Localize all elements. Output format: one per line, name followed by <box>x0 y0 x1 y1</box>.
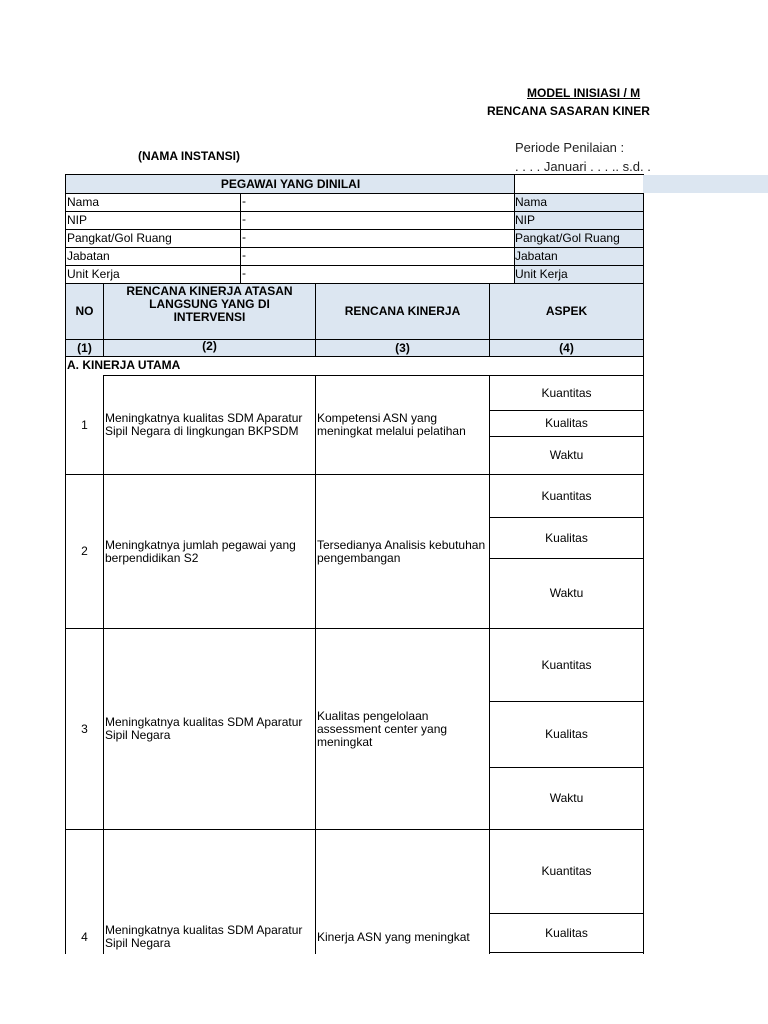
item-3-rencana: Kualitas pengelolaan assessment center yang meningkat <box>317 708 448 749</box>
pegawai-value-nama: - <box>242 193 246 208</box>
col-num-4: (4) <box>490 340 643 356</box>
item-3-aspek-kuantitas: Kuantitas <box>541 657 592 672</box>
pegawai-value-nip: - <box>242 211 246 226</box>
item-1-atasan: Meningkatnya kualitas SDM Aparatur Sipil Negara di lingkungan BKPSDM <box>105 411 303 438</box>
item-4-no: 4 <box>81 930 88 944</box>
pegawai-label-nama: Nama <box>67 194 100 209</box>
pegawai-label-pangkat: Pangkat/Gol Ruang <box>67 230 172 245</box>
item-4-aspek-kualitas: Kualitas <box>545 925 588 940</box>
col-no: NO <box>66 284 103 339</box>
item-1-rencana: Kompetensi ASN yang meningkat melalui pelatihan <box>317 411 466 438</box>
periode-label: Periode Penilaian : <box>515 140 625 155</box>
penilai-label-jabatan: Jabatan <box>515 248 643 265</box>
instansi-label: (NAMA INSTANSI) <box>138 149 240 163</box>
pegawai-value-jabatan: - <box>242 247 246 262</box>
item-4-aspek-kuantitas: Kuantitas <box>541 864 592 878</box>
col-num-2: (2) <box>104 340 315 356</box>
pegawai-label-nip: NIP <box>67 212 88 227</box>
item-2-aspek-kuantitas: Kuantitas <box>541 488 592 503</box>
title-line-2: RENCANA SASARAN KINER <box>487 104 650 118</box>
pegawai-label-unit: Unit Kerja <box>67 266 120 281</box>
item-2-no: 2 <box>81 544 88 558</box>
col-rencana: RENCANA KINERJA <box>316 284 489 339</box>
periode-value: . . . . Januari . . . .. s.d. . <box>515 159 651 174</box>
penilai-label-unit: Unit Kerja <box>515 266 643 283</box>
section-a-label: A. KINERJA UTAMA <box>67 358 181 372</box>
penilai-label-pangkat: Pangkat/Gol Ruang <box>515 230 643 247</box>
item-2-aspek-waktu: Waktu <box>549 585 584 600</box>
item-1-aspek-kualitas: Kualitas <box>545 416 588 430</box>
item-3-atasan: Meningkatnya kualitas SDM Aparatur Sipil Negara <box>105 715 303 742</box>
col-atasan: RENCANA KINERJA ATASAN LANGSUNG YANG DI INTERVENSI <box>104 284 315 339</box>
item-1-no: 1 <box>81 417 88 432</box>
item-2-atasan: Meningkatnya jumlah pegawai yang berpendidikan S2 <box>105 537 296 565</box>
col-num-1: (1) <box>66 340 103 356</box>
item-1-aspek-kuantitas: Kuantitas <box>541 385 592 400</box>
pegawai-header: PEGAWAI YANG DINILAI <box>66 175 515 193</box>
pegawai-value-pangkat: - <box>242 229 246 244</box>
item-3-aspek-waktu: Waktu <box>549 790 584 805</box>
item-1-aspek-waktu: Waktu <box>549 447 584 462</box>
pegawai-value-unit: - <box>242 265 246 280</box>
penilai-label-nama: Nama <box>515 194 643 211</box>
header-extension <box>643 175 768 193</box>
col-aspek: ASPEK <box>490 284 643 339</box>
col-num-3: (3) <box>316 340 489 356</box>
item-2-rencana: Tersedianya Analisis kebutuhan pengembangan <box>317 537 486 565</box>
item-4-atasan: Meningkatnya kualitas SDM Aparatur Sipil Negara <box>105 923 303 950</box>
penilai-label-nip: NIP <box>515 212 643 229</box>
pegawai-label-jabatan: Jabatan <box>67 248 110 263</box>
item-2-aspek-kualitas: Kualitas <box>545 530 588 545</box>
item-4-rencana: Kinerja ASN yang meningkat <box>317 930 470 944</box>
item-3-aspek-kualitas: Kualitas <box>545 727 588 741</box>
item-3-no: 3 <box>81 721 88 736</box>
title-line-1: MODEL INISIASI / M <box>527 86 641 100</box>
